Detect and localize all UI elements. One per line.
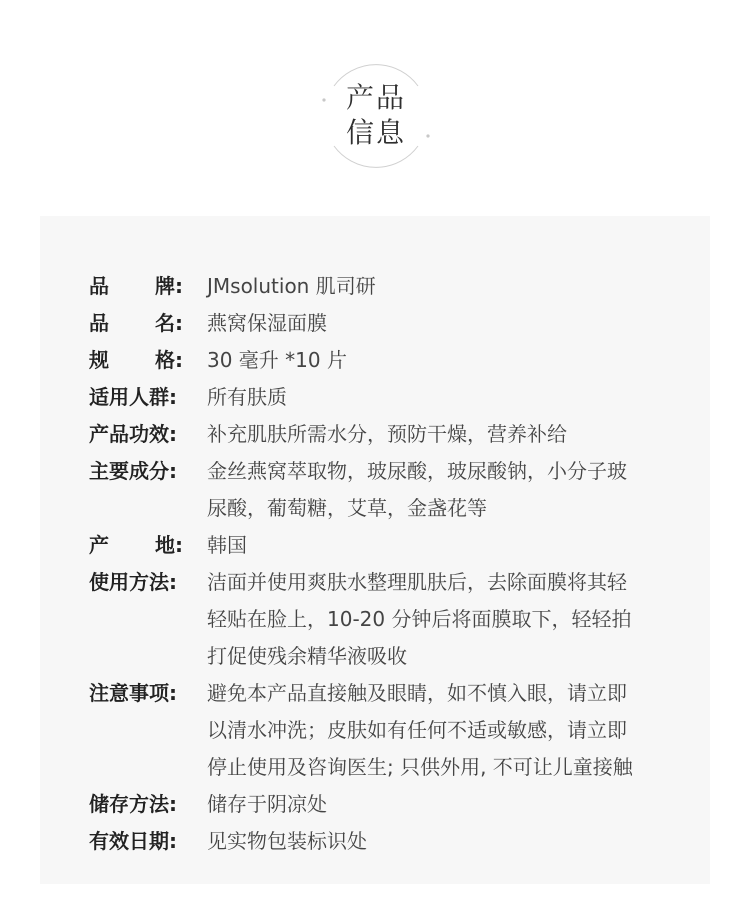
skin-type-value: [207, 379, 679, 416]
specification-label: [89, 342, 207, 379]
specification-value-line: 30 毫升 *10 片: [207, 348, 347, 372]
info-row-expiry: [89, 823, 679, 860]
storage-label: 储存方法:: [89, 792, 177, 816]
skin-type-label: 适用人群:: [89, 385, 177, 409]
origin-value: [207, 527, 679, 564]
info-row-skin-type: [89, 379, 679, 416]
brand-label-part1: 品: [89, 274, 109, 298]
product-name-label-part2: 名:: [155, 311, 183, 335]
efficacy-label: 产品功效:: [89, 422, 177, 446]
specification-label-part2: 格:: [155, 348, 183, 372]
precautions-value-line: 避免本产品直接触及眼睛，如不慎入眼，请立即: [207, 681, 627, 705]
info-row-usage: [89, 564, 679, 675]
origin-label-part1: 产: [89, 533, 109, 557]
origin-value-line: 韩国: [207, 533, 247, 557]
info-row-efficacy: [89, 416, 679, 453]
skin-type-value-line: 所有肤质: [207, 385, 287, 409]
usage-label: 使用方法:: [89, 570, 177, 594]
origin-label: [89, 527, 207, 564]
brand-label: [89, 268, 207, 305]
storage-value-line: 储存于阴凉处: [207, 792, 327, 816]
product-name-value: [207, 305, 679, 342]
info-row-brand: [89, 268, 679, 305]
expiry-value: [207, 823, 679, 860]
usage-value-line: 轻贴在脸上，10-20 分钟后将面膜取下，轻轻拍: [207, 607, 632, 631]
expiry-value-line: 见实物包装标识处: [207, 829, 367, 853]
info-row-origin: [89, 527, 679, 564]
precautions-value: [207, 675, 679, 786]
brand-value-line: JMsolution 肌司研: [207, 274, 376, 298]
brand-label-part2: 牌:: [155, 274, 183, 298]
info-row-ingredients: [89, 453, 679, 527]
precautions-value-line: 停止使用及咨询医生; 只供外用, 不可让儿童接触: [207, 755, 633, 779]
usage-value-line: 洁面并使用爽肤水整理肌肤后，去除面膜将其轻: [207, 570, 627, 594]
precautions-label: 注意事项:: [89, 681, 177, 705]
info-row-storage: [89, 786, 679, 823]
brand-value: [207, 268, 679, 305]
info-row-specification: [89, 342, 679, 379]
precautions-value-line: 以清水冲洗；皮肤如有任何不适或敏感，请立即: [207, 718, 627, 742]
ingredients-value: [207, 453, 679, 527]
info-row-product-name: [89, 305, 679, 342]
ingredients-label: 主要成分:: [89, 459, 177, 483]
ingredients-value-line: 金丝燕窝萃取物，玻尿酸，玻尿酸钠，小分子玻: [207, 459, 627, 483]
efficacy-value-line: 补充肌肤所需水分，预防干燥，营养补给: [207, 422, 567, 446]
product-name-label-part1: 品: [89, 311, 109, 335]
info-row-precautions: [89, 675, 679, 786]
storage-value: [207, 786, 679, 823]
ingredients-value-line: 尿酸，葡萄糖，艾草，金盏花等: [207, 496, 487, 520]
expiry-label: 有效日期:: [89, 829, 177, 853]
section-title-line-2: 信息: [345, 116, 406, 149]
section-title-badge: [320, 60, 432, 172]
efficacy-value: [207, 416, 679, 453]
section-title-line-1: 产品: [345, 81, 406, 114]
product-name-label: [89, 305, 207, 342]
usage-value-line: 打促使残余精华液吸收: [207, 644, 407, 668]
product-info-panel: [40, 216, 710, 884]
origin-label-part2: 地:: [155, 533, 183, 557]
specification-label-part1: 规: [89, 348, 109, 372]
product-name-value-line: 燕窝保湿面膜: [207, 311, 327, 335]
specification-value: [207, 342, 679, 379]
product-info-list: [89, 268, 679, 860]
usage-value: [207, 564, 679, 675]
